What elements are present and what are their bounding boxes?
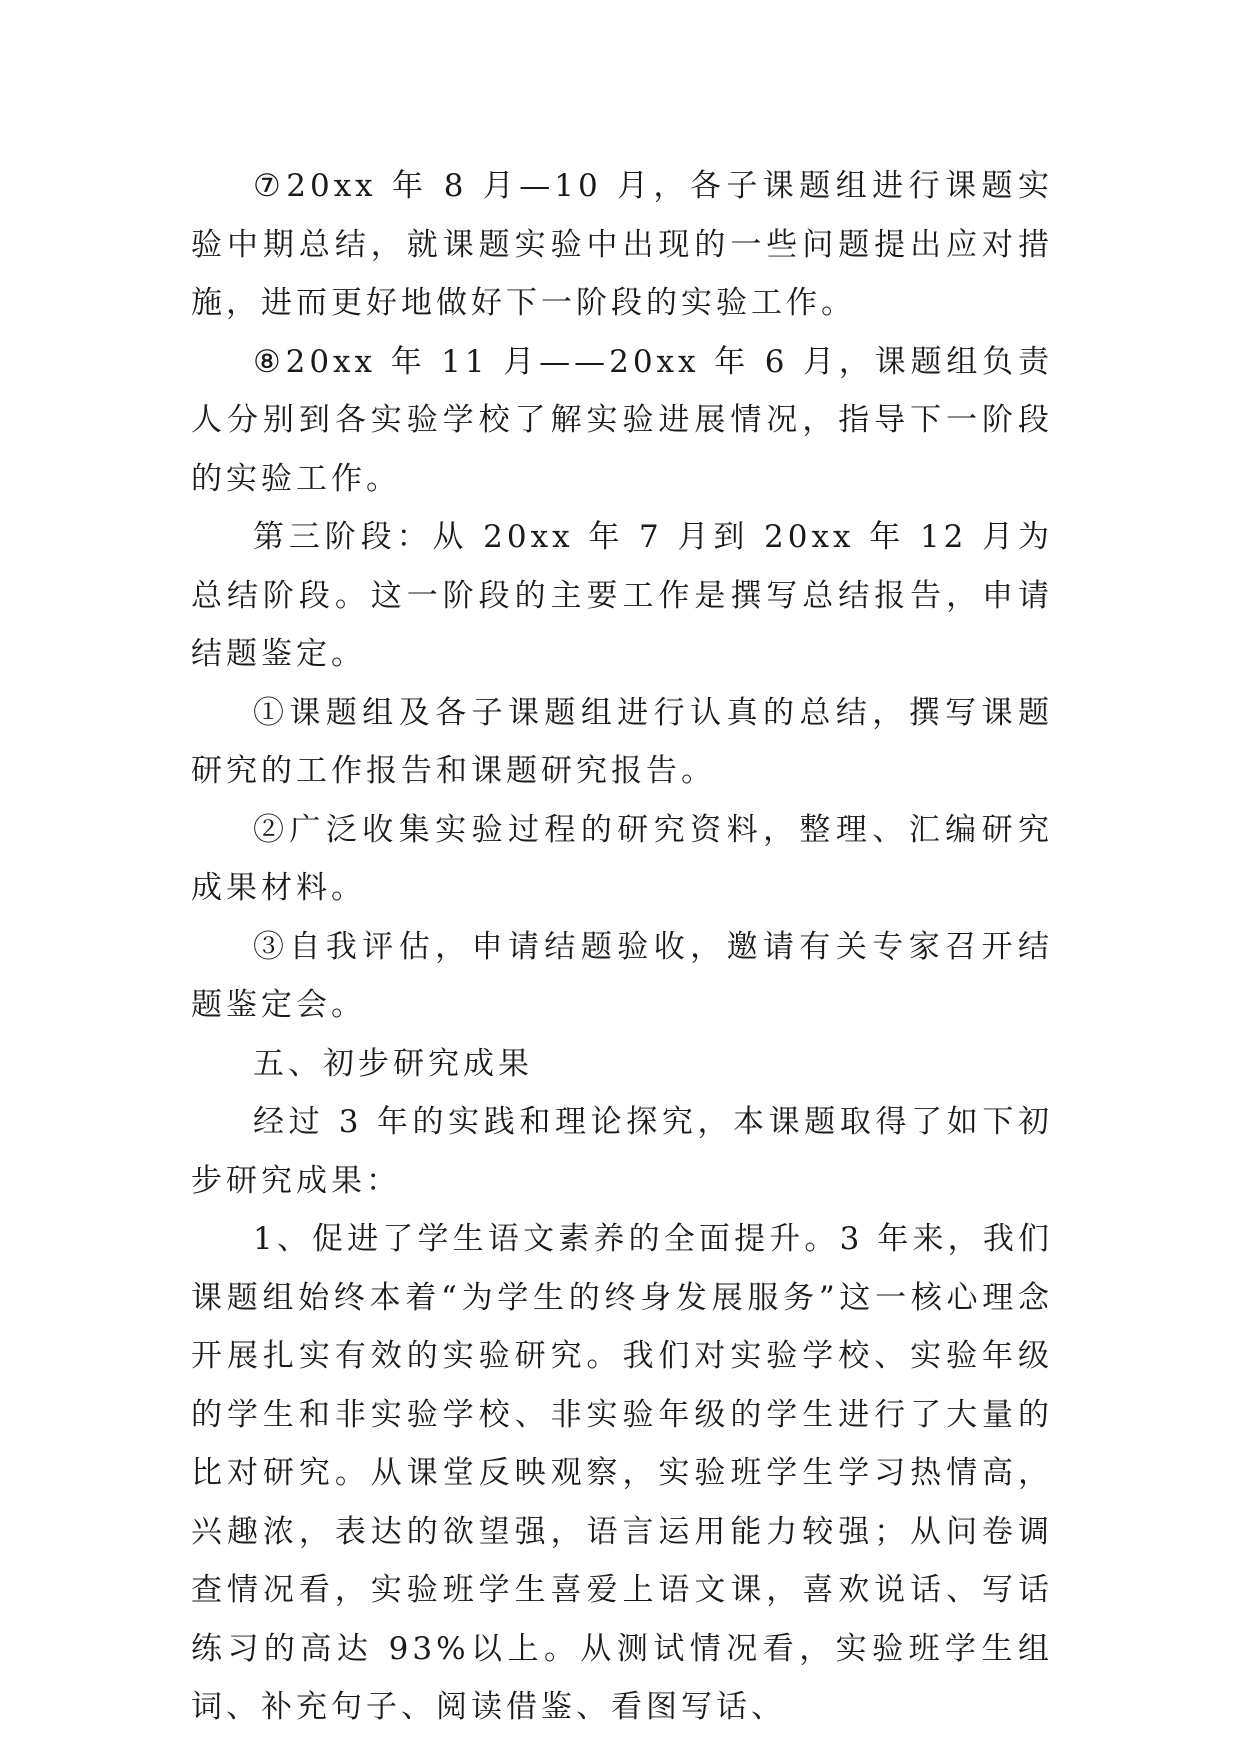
section-heading-results: 五、初步研究成果 [253, 1045, 533, 1082]
paragraph-stage-three-item-3: ③自我评估，申请结题验收，邀请有关专家召开结题鉴定会。 [191, 928, 1053, 1023]
paragraph-results-intro: 经过 3 年的实践和理论探究，本课题取得了如下初步研究成果： [191, 1104, 1053, 1199]
paragraph-result-1: 1、促进了学生语文素养的全面提升。3 年来，我们课题组始终本着“为学生的终身发展服务”这一核心理念开展扎实有效的实验研究。我们对实验学校、实验年级的学生和非实验学校、非实验年级的学生进行了大量的比对研究。从课堂反映观察，实验班学生学习热情高，兴趣浓，表达的欲望强，语言运用能力较强；从问卷调查情况看，实验班学生喜爱上语文课，喜欢说话、写话练习的高达 93%以上。从测试情况看，实验班学生组词、补充句子、阅读借鉴、看图写话、 [191, 1221, 1053, 1725]
document-page [191, 157, 1053, 1737]
paragraph-schedule-7: ⑦20xx 年 8 月—10 月，各子课题组进行课题实验中期总结，就课题实验中出现的一些问题提出应对措施，进而更好地做好下一阶段的实验工作。 [191, 168, 1053, 321]
paragraph-stage-three-item-1: ①课题组及各子课题组进行认真的总结，撰写课题研究的工作报告和课题研究报告。 [191, 694, 1053, 789]
paragraph-schedule-8: ⑧20xx 年 11 月——20xx 年 6 月，课题组负责人分别到各实验学校了解实验进展情况，指导下一阶段的实验工作。 [191, 343, 1053, 497]
paragraph-stage-three-item-2: ②广泛收集实验过程的研究资料，整理、汇编研究成果材料。 [191, 811, 1053, 906]
paragraph-stage-three: 第三阶段：从 20xx 年 7 月到 20xx 年 12 月为总结阶段。这一阶段的主要工作是撰写总结报告，申请结题鉴定。 [191, 519, 1053, 672]
